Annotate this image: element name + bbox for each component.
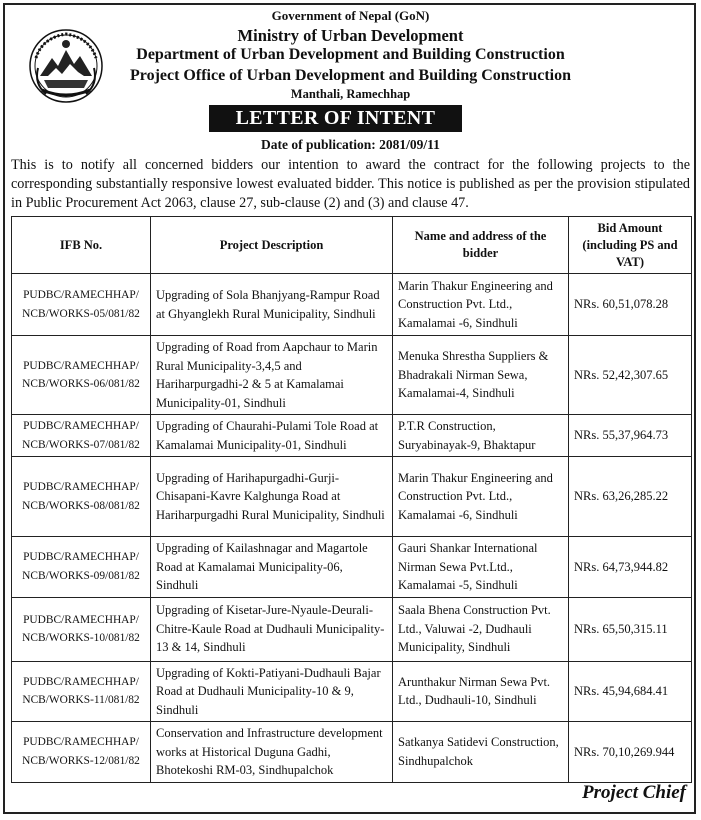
ifb-cell [12, 597, 151, 661]
ifb-line: NCB/WORKS-12/081/82 [22, 754, 140, 767]
ifb-cell [12, 722, 151, 783]
bidder-cell: Marin Thakur Engineering and Construction Pvt. Ltd., Kamalamai -6, Sindhuli [393, 274, 569, 336]
table-row [12, 336, 692, 415]
col-ifb-header: IFB No. [12, 217, 151, 274]
ifb-cell [12, 661, 151, 722]
table-row [12, 722, 692, 783]
amount-cell: NRs. 65,50,315.11 [569, 597, 692, 661]
ifb-line: NCB/WORKS-09/081/82 [22, 569, 140, 582]
document-title: LETTER OF INTENT [209, 105, 462, 132]
bidder-cell: Menuka Shrestha Suppliers & Bhadrakali Nirman Sewa, Kamalamai-4, Sindhuli [393, 336, 569, 415]
publication-value: 2081/09/11 [379, 137, 440, 152]
table-row [12, 537, 692, 598]
ifb-cell [12, 537, 151, 598]
description-cell: Upgrading of Chaurahi-Pulami Tole Road at Kamalamai Municipality-01, Sindhuli [151, 415, 393, 457]
amount-cell: NRs. 64,73,944.82 [569, 537, 692, 598]
table-row [12, 457, 692, 537]
location-line: Manthali, Ramechhap [290, 87, 411, 101]
bidder-cell: Satkanya Satidevi Construction, Sindhupalchok [393, 722, 569, 783]
description-cell: Conservation and Infrastructure development works at Historical Duguna Gadhi, Bhotekoshi RM-03, Sindhupalchok [151, 722, 393, 783]
ifb-line: NCB/WORKS-05/081/82 [22, 307, 140, 320]
description-cell: Upgrading of Sola Bhanjyang-Rampur Road at Ghyanglekh Rural Municipality, Sindhuli [151, 274, 393, 336]
ifb-line: PUDBC/RAMECHHAP/ [23, 613, 139, 626]
amount-cell: NRs. 45,94,684.41 [569, 661, 692, 722]
ifb-cell [12, 336, 151, 415]
ifb-line: PUDBC/RAMECHHAP/ [23, 420, 139, 432]
bidder-cell: Marin Thakur Engineering and Construction Pvt. Ltd., Kamalamai -6, Sindhuli [393, 457, 569, 537]
ifb-line: NCB/WORKS-08/081/82 [22, 499, 140, 512]
col-description-header: Project Description [151, 217, 393, 274]
description-cell: Upgrading of Kisetar-Jure-Nyaule-Deurali-Chitre-Kaule Road at Dudhauli Municipality-13 & 14, Sindhuli [151, 597, 393, 661]
table-header-row [12, 217, 692, 274]
col-bidder-header: Name and address of the bidder [393, 217, 569, 274]
amount-cell: NRs. 55,37,964.73 [569, 415, 692, 457]
col-amount-header: Bid Amount (including PS and VAT) [569, 217, 692, 274]
ifb-line: PUDBC/RAMECHHAP/ [23, 551, 139, 564]
publication-label: Date of publication: [261, 137, 376, 152]
ifb-line: PUDBC/RAMECHHAP/ [23, 359, 139, 372]
signature-title: Project Chief [582, 782, 686, 803]
ifb-line: PUDBC/RAMECHHAP/ [23, 675, 139, 688]
ifb-line: NCB/WORKS-06/081/82 [22, 378, 140, 390]
bidder-cell: Saala Bhena Construction Pvt. Ltd., Valuwai -2, Dudhauli Municipality, Sindhuli [393, 597, 569, 661]
amount-cell: NRs. 60,51,078.28 [569, 274, 692, 336]
project-office-line: Project Office of Urban Development and Building Construction [129, 67, 571, 84]
amount-cell: NRs. 70,10,269.944 [569, 722, 692, 783]
bid-table [11, 216, 692, 783]
bidder-cell: Arunthakur Nirman Sewa Pvt. Ltd., Dudhauli-10, Sindhuli [393, 661, 569, 722]
ifb-line: PUDBC/RAMECHHAP/ [23, 736, 139, 749]
government-line: Government of Nepal (GoN) [271, 8, 430, 23]
ifb-cell [12, 415, 151, 457]
amount-cell: NRs. 52,42,307.65 [569, 336, 692, 415]
publication-date [0, 137, 701, 153]
ministry-line: Ministry of Urban Development [237, 26, 464, 45]
description-cell: Upgrading of Kokti-Patiyani-Dudhauli Bajar Road at Dudhauli Municipality-10 & 9, Sindhuli [151, 661, 393, 722]
description-cell: Upgrading of Harihapurgadhi-Gurji-Chisapani-Kavre Kalghunga Road at Hariharpurgadhi Rural Municipality, Sindhuli [151, 457, 393, 537]
table-row [12, 661, 692, 722]
description-cell: Upgrading of Road from Aapchaur to Marin Rural Municipality-3,4,5 and Hariharpurgadhi-2 & 5 at Kamalamai Municipality-01, Sindhuli [151, 336, 393, 415]
ifb-cell [12, 457, 151, 537]
bidder-cell: Gauri Shankar International Nirman Sewa Pvt.Ltd., Kamalamai -5, Sindhuli [393, 537, 569, 598]
table-row [12, 597, 692, 661]
ifb-line: PUDBC/RAMECHHAP/ [23, 481, 139, 493]
ifb-cell [12, 274, 151, 336]
bidder-cell: P.T.R Construction, Suryabinayak-9, Bhaktapur [393, 415, 569, 457]
table-row [12, 274, 692, 336]
department-line: Department of Urban Development and Building Construction [136, 46, 565, 63]
intro-paragraph: This is to notify all concerned bidders our intention to award the contract for the following projects to the corresponding substantially responsive lowest evaluated bidder. This notice is published as per the provision stipulated in Public Procurement Act 2063, clause 27, sub-clause (2) and (3) and clause 47. [11, 157, 690, 211]
description-cell: Upgrading of Kailashnagar and Magartole Road at Kamalamai Municipality-06, Sindhuli [151, 537, 393, 598]
amount-cell: NRs. 63,26,285.22 [569, 457, 692, 537]
table-row [12, 415, 692, 457]
ifb-line: PUDBC/RAMECHHAP/ [23, 289, 139, 301]
ifb-line: NCB/WORKS-11/081/82 [22, 694, 140, 707]
ifb-line: NCB/WORKS-10/081/82 [22, 632, 140, 644]
ifb-line: NCB/WORKS-07/081/82 [22, 438, 140, 451]
